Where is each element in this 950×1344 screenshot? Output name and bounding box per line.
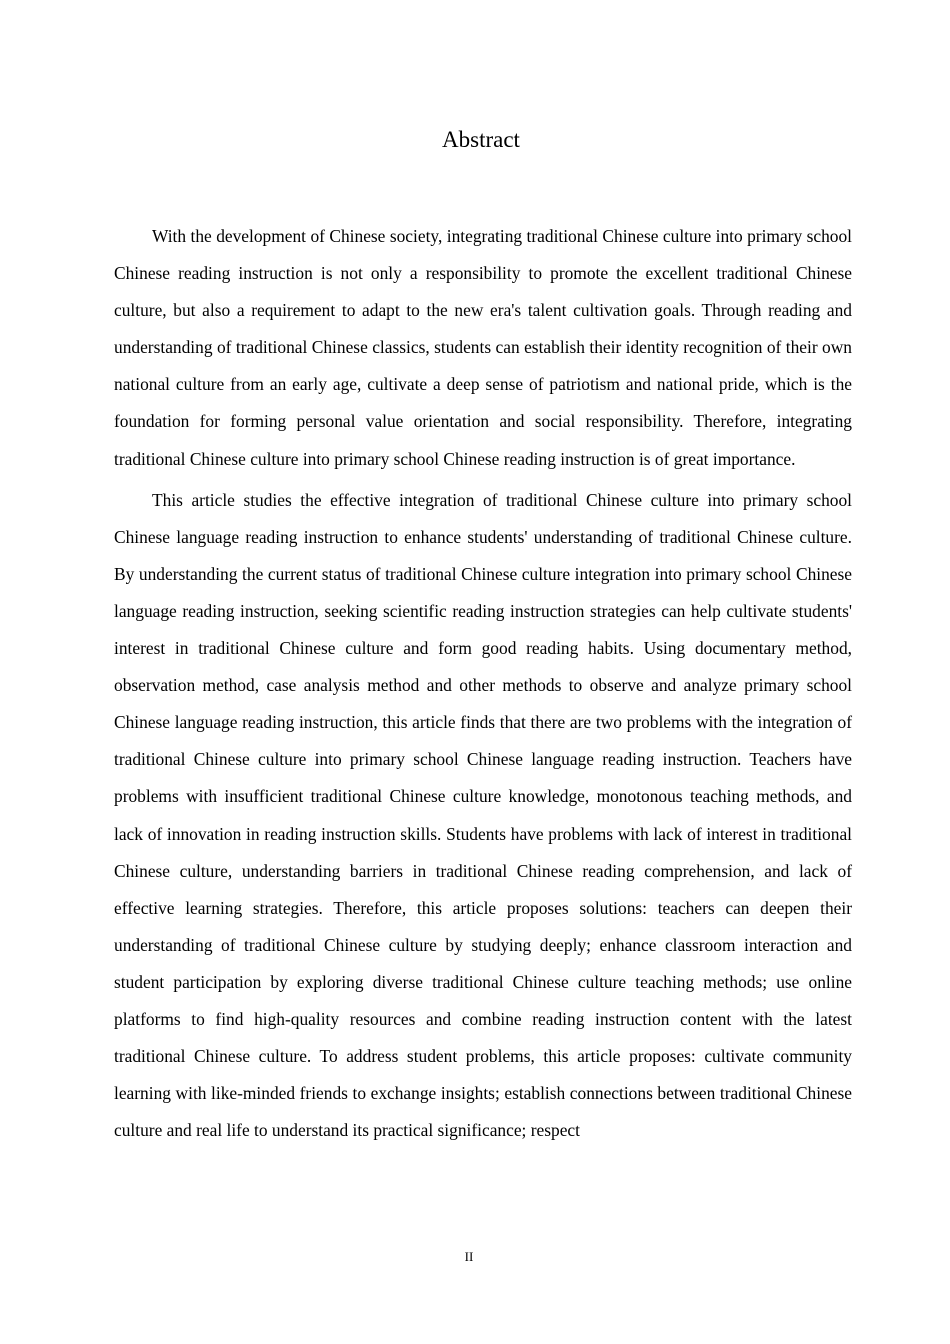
paragraph-2: This article studies the effective integration of traditional Chinese culture into primary school Chinese language reading instruction to enhance students' understanding of traditional Chinese culture. By understanding the current status of traditional Chinese culture integration into primary school Chinese language reading instruction, seeking scientific reading instruction strategies can help cultivate students' interest in traditional Chinese culture and form good reading habits. Using documentary method, observation method, case analysis method and other methods to observe and analyze primary school Chinese language reading instruction, this article finds that there are two problems with the integration of traditional Chinese culture into primary school Chinese language reading instruction. Teachers have problems with insufficient traditional Chinese culture knowledge, monotonous teaching methods, and lack of innovation in reading instruction skills. Students have problems with lack of interest in traditional Chinese culture, understanding barriers in traditional Chinese reading comprehension, and lack of effective learning strategies. Therefore, this article proposes solutions: teachers can deepen their understanding of traditional Chinese culture by studying deeply; enhance classroom interaction and student participation by exploring diverse traditional Chinese culture teaching methods; use online platforms to find high-quality resources and combine reading instruction content with the latest traditional Chinese culture. To address student problems, this article proposes: cultivate community learning with like-minded friends to exchange insights; establish connections between traditional Chinese culture and real life to understand its practical significance; respect — [114, 489, 852, 1141]
abstract-body — [114, 218, 852, 1153]
page-number: II — [464, 1249, 474, 1264]
paragraph-1: With the development of Chinese society, integrating traditional Chinese culture into primary school Chinese reading instruction is not only a responsibility to promote the excellent traditional Chinese culture, but also a requirement to adapt to the new era's talent cultivation goals. Through reading and understanding of traditional Chinese classics, students can establish their identity recognition of their own national culture from an early age, cultivate a deep sense of patriotism and national pride, which is the foundation for forming personal value orientation and social responsibility. Therefore, integrating traditional Chinese culture into primary school Chinese reading instruction is of great importance. — [114, 226, 852, 469]
page-title: Abstract — [442, 127, 520, 152]
